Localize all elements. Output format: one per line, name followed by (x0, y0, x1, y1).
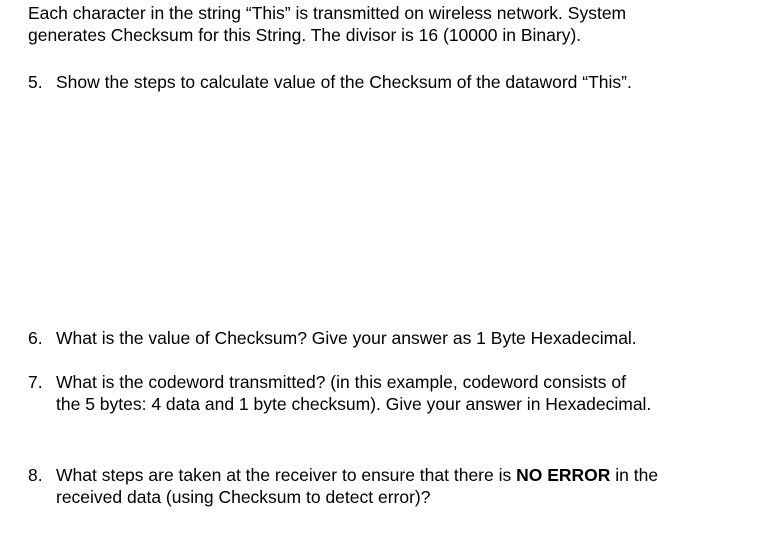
intro-line-1: Each character in the string “This” is transmitted on wireless network. System (28, 3, 627, 23)
question-7 (28, 371, 758, 415)
question-text (56, 371, 758, 415)
question-8 (28, 464, 758, 508)
question-text-line-2: the 5 bytes: 4 data and 1 byte checksum). Give your answer in Hexadecimal. (56, 394, 652, 414)
question-text-line-1 (56, 464, 758, 486)
question-5 (28, 71, 758, 93)
question-number: 6. (28, 328, 43, 348)
question-text-line-2: received data (using Checksum to detect error)? (56, 487, 431, 507)
question-text-post: in the (610, 465, 659, 485)
question-6 (28, 327, 758, 349)
question-text (56, 464, 758, 508)
question-number: 8. (28, 465, 43, 485)
intro-line-2: generates Checksum for this String. The divisor is 16 (10000 in Binary). (28, 25, 582, 45)
problem-intro (28, 2, 758, 46)
no-error-emphasis: NO ERROR (516, 465, 611, 485)
question-number: 5. (28, 72, 43, 92)
question-text-line-1: What is the codeword transmitted? (in this example, codeword consists of (56, 372, 626, 392)
question-text-pre: What steps are taken at the receiver to ensure that there is (56, 465, 517, 485)
question-number: 7. (28, 372, 43, 392)
question-text: What is the value of Checksum? Give your answer as 1 Byte Hexadecimal. (56, 328, 637, 348)
question-text: Show the steps to calculate value of the Checksum of the dataword “This”. (56, 72, 632, 92)
